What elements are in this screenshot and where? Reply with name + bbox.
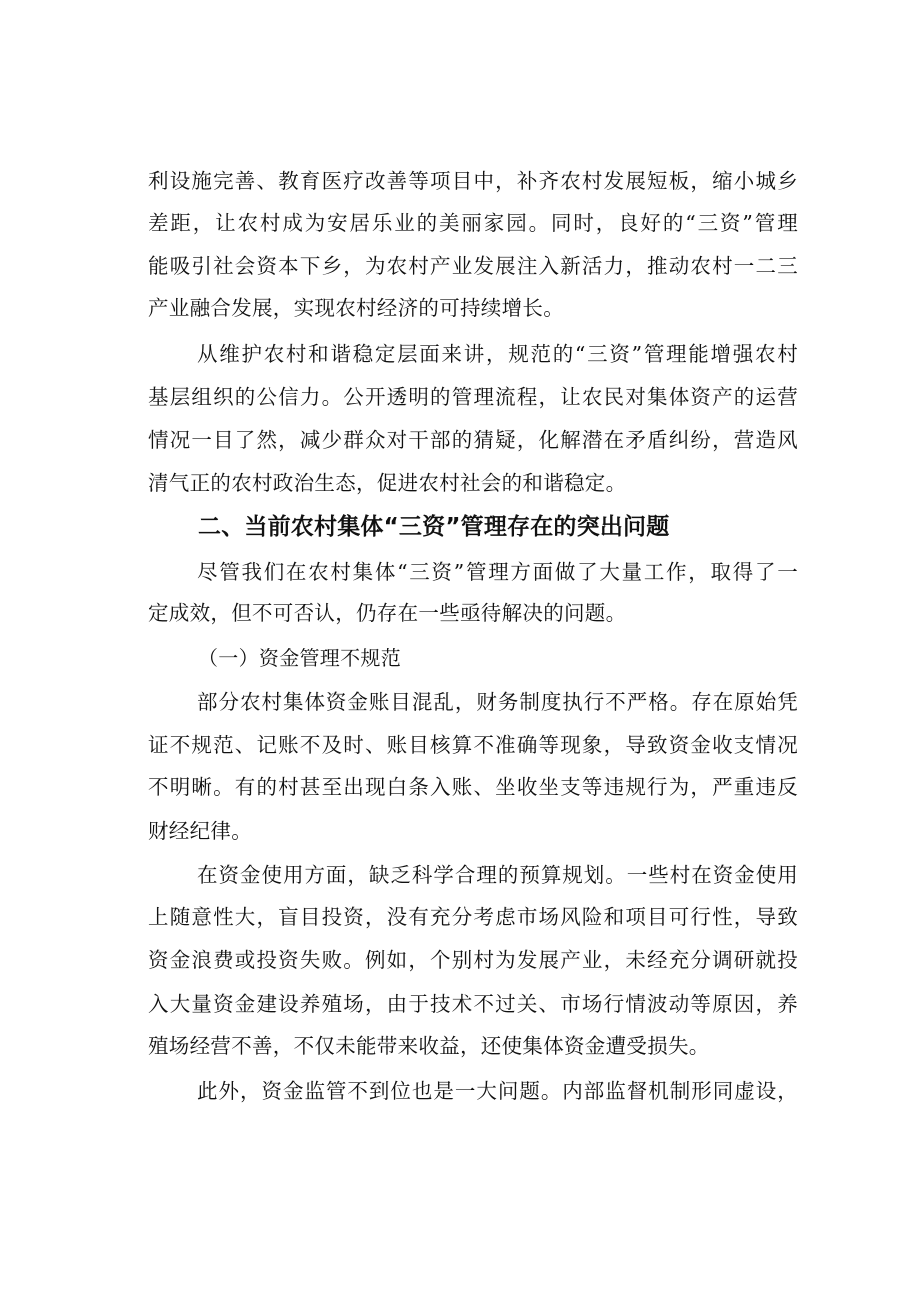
paragraph-line: 殖场经营不善，不仅未能带来收益，还使集体资金遭受损失。 — [148, 1034, 710, 1058]
paragraph-line: 尽管我们在农村集体“三资”管理方面做了大量工作，取得了一 — [197, 560, 798, 584]
paragraph-line: 资金浪费或投资失败。例如，个别村为发展产业，未经充分调研就投 — [148, 948, 798, 972]
paragraph-line: 证不规范、记账不及时、账目核算不准确等现象，导致资金收支情况 — [148, 733, 798, 757]
paragraph-line: 上随意性大，盲目投资，没有充分考虑市场风险和项目可行性，导致 — [148, 905, 798, 929]
paragraph-line: 入大量资金建设养殖场，由于技术不过关、市场行情波动等原因，养 — [148, 992, 798, 1016]
paragraph-line: 在资金使用方面，缺乏科学合理的预算规划。一些村在资金使用 — [197, 863, 798, 887]
paragraph-line: 基层组织的公信力。公开透明的管理流程，让农民对集体资产的运营 — [148, 385, 798, 409]
paragraph-line: 财经纪律。 — [148, 819, 252, 843]
paragraph-line: 部分农村集体资金账目混乱，财务制度执行不严格。存在原始凭 — [197, 690, 798, 714]
section-heading: 二、当前农村集体“三资”管理存在的突出问题 — [198, 514, 670, 540]
paragraph-line: 能吸引社会资本下乡，为农村产业发展注入新活力，推动农村一二三 — [148, 254, 798, 278]
paragraph-line: 不明晰。有的村甚至出现白条入账、坐收坐支等违规行为，严重违反 — [148, 775, 798, 799]
paragraph-line: 情况一目了然，减少群众对干部的猜疑，化解潜在矛盾纠纷，营造风 — [148, 428, 798, 452]
subsection-heading: （一）资金管理不规范 — [198, 646, 401, 670]
paragraph-line: 此外，资金监管不到位也是一大问题。内部监督机制形同虚设， — [197, 1079, 798, 1103]
paragraph-line: 定成效，但不可否认，仍存在一些亟待解决的问题。 — [148, 601, 627, 625]
paragraph-line: 利设施完善、教育医疗改善等项目中，补齐农村发展短板，缩小城乡 — [148, 169, 798, 193]
paragraph-line: 产业融合发展，实现农村经济的可持续增长。 — [148, 296, 564, 320]
paragraph-line: 清气正的农村政治生态，促进农村社会的和谐稳定。 — [148, 471, 627, 495]
paragraph-line: 差距，让农村成为安居乐业的美丽家园。同时，良好的“三资”管理 — [148, 211, 798, 235]
paragraph-line: 从维护农村和谐稳定层面来讲，规范的“三资”管理能增强农村 — [197, 342, 798, 366]
